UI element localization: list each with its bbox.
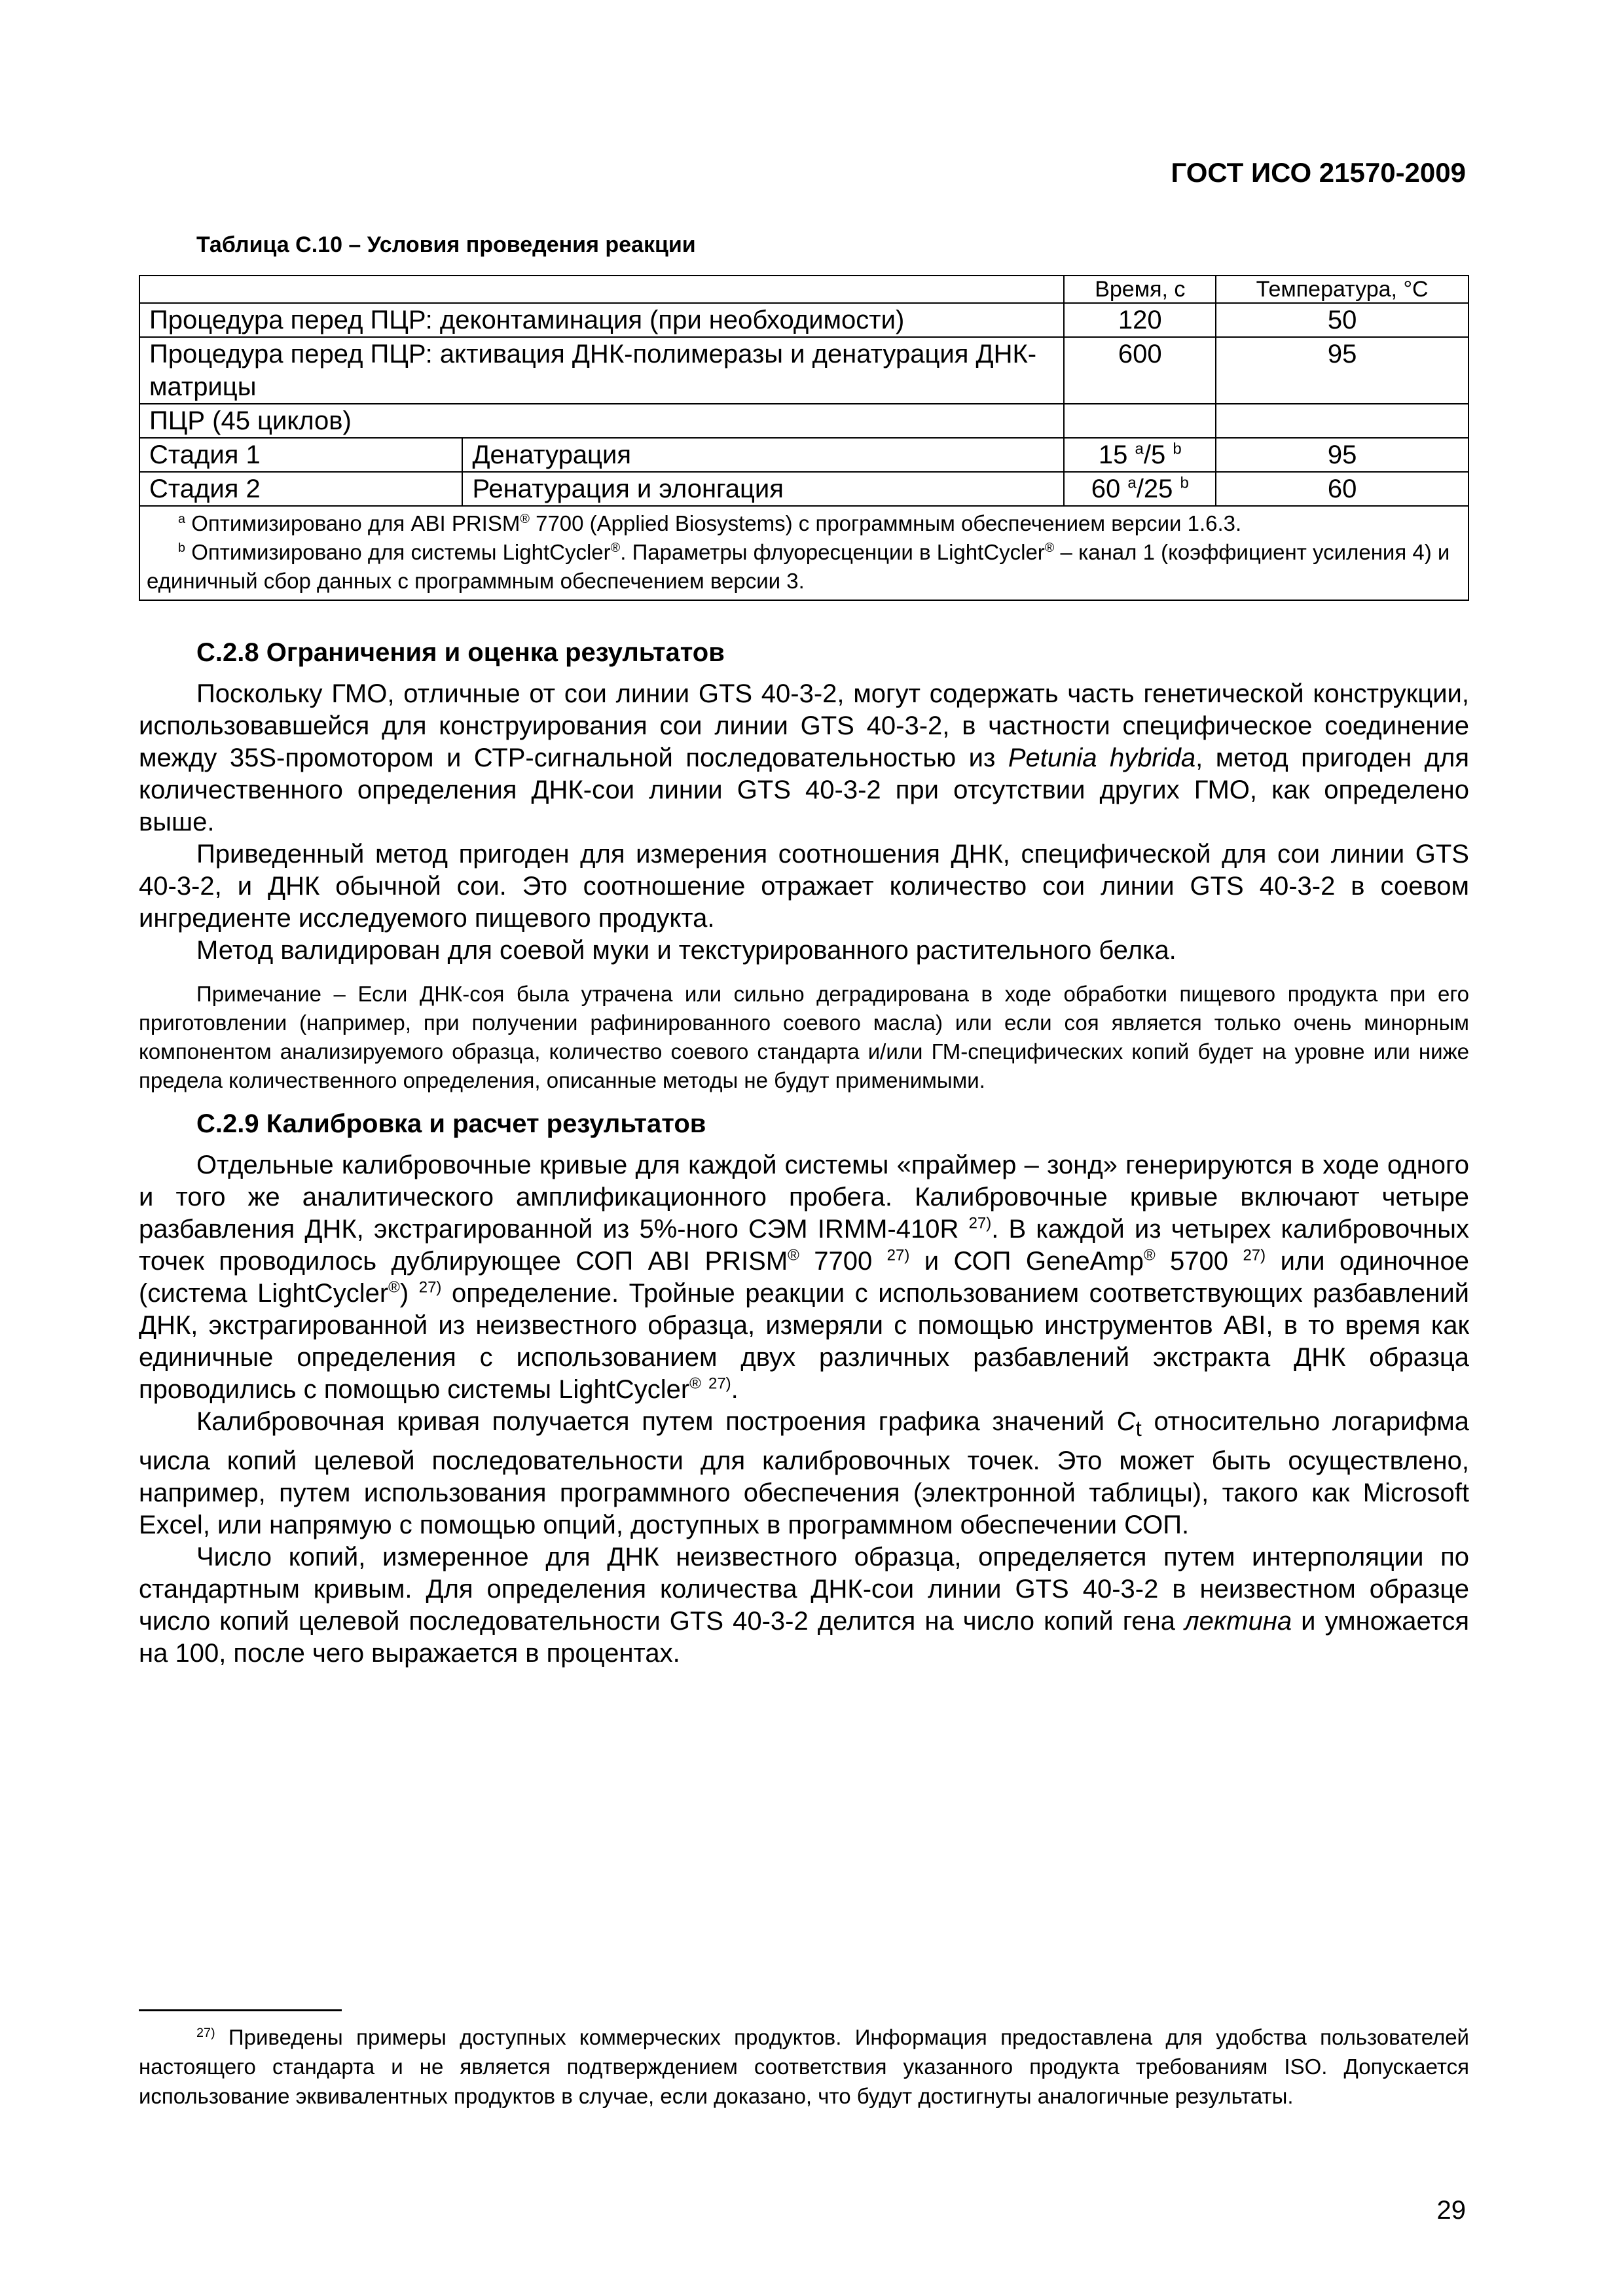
- section-2-9-body: [139, 1149, 1469, 1670]
- table-row: [139, 472, 1468, 506]
- row-temperature: 60: [1216, 472, 1468, 506]
- row-temperature: 95: [1216, 337, 1468, 404]
- note-b: $^b$ Оптимизировано для системы LightCycler®. Параметры флуоресценции в LightCycler® – канал 1 (коэффициент усиления 4) и единичный сбор данных с программным обеспечением версии 3.: [147, 540, 1450, 593]
- table-row: [139, 337, 1468, 404]
- row-label: Процедура перед ПЦР: деконтаминация (при необходимости): [139, 303, 1064, 337]
- row-temperature: 95: [1216, 438, 1468, 472]
- header-temperature: Температура, °С: [1216, 276, 1468, 303]
- document-code: ГОСТ ИСО 21570-2009: [1171, 157, 1466, 188]
- table-row: [139, 438, 1468, 472]
- paragraph: Метод валидирован для соевой муки и текстурированного растительного белка.: [196, 936, 1176, 965]
- note-a: $^a$ Оптимизировано для ABI PRISM® 7700 (Applied Biosystems) с программным обеспечением версии 1.6.3.: [178, 511, 1242, 535]
- row-time: 120: [1064, 303, 1216, 337]
- section-2-8-note: [139, 980, 1469, 1095]
- row-step: Ренатурация и элонгация: [462, 472, 1064, 506]
- row-time: 60 $^a$/25 $^b$: [1064, 472, 1216, 506]
- row-stage: Стадия 2: [139, 472, 462, 506]
- paragraph: Приведенный метод пригоден для измерения соотношения ДНК, специфической для сои линии GTS 40-3-2, и ДНК обычной сои. Это соотношение отражает количество сои линии GTS 40-3-2 в соевом ингредиенте исследуемого пищевого продукта.: [139, 840, 1469, 933]
- row-step: Денатурация: [462, 438, 1064, 472]
- table-row: [139, 303, 1468, 337]
- section-title-2-8: С.2.8 Ограничения и оценка результатов: [196, 638, 725, 667]
- paragraph: Число копий, измеренное для ДНК неизвестного образца, определяется путем интерполяции по стандартным кривым. Для определения количества ДНК-сои линии GTS 40-3-2 в неизвестном образце число копий целевой последовательности GTS 40-3-2 делится на число копий гена лектина и умножается на 100, после чего выражается в процентах.: [139, 1543, 1469, 1668]
- table-notes-row: [139, 506, 1468, 600]
- footnote-separator: [139, 2009, 342, 2011]
- footnote: [139, 2022, 1469, 2111]
- paragraph: Отдельные калибровочные кривые для каждой системы «праймер – зонд» генерируются в ходе одного и того же аналитического амплификационного пробега. Калибровочные кривые включают четыре разбавления ДНК, экстрагированной из 5%-ного СЭМ IRMM-410R $^{27)}$. В каждой из четырех калибровочных точек проводилось дублирующее СОП ABI PRISM® 7700 $^{27)}$ и СОП GeneAmp® 5700 $^{27)}$ или одиночное (система LightCycler®) $^{27)}$ определение. Тройные реакции с использованием соответствующих разбавлений ДНК, экстрагированной из неизвестного образца, измеряли с помощью инструментов ABI, в то время как единичные определения с использованием двух различных разбавлений экстракта ДНК образца проводились с помощью системы LightCycler® $^{27)}$.: [139, 1151, 1470, 1404]
- paragraph: Калибровочная кривая получается путем построения графика значений $C_t$ относительно логарифма числа копий целевой последовательности для калибровочных точек. Это может быть осуществлено, например, путем использования программного обеспечения (электронной таблицы), такого как Microsoft Excel, или напрямую с помощью опций, доступных в программном обеспечении СОП.: [139, 1407, 1469, 1539]
- footnote-text: Приведены примеры доступных коммерческих продуктов. Информация предоставлена для удобства пользователей настоящего стандарта и не является подтверждением соответствия указанного продукта требованиям ISO. Допускается использование эквивалентных продуктов в случае, если доказано, что будут достигнуты аналогичные результаты.: [139, 2025, 1469, 2108]
- row-label: Процедура перед ПЦР: активация ДНК-полимеразы и денатурация ДНК-матрицы: [139, 337, 1064, 404]
- table-notes: [139, 506, 1468, 600]
- note-paragraph: Примечание – Если ДНК-соя была утрачена или сильно деградирована в ходе обработки пищевого продукта при его приготовлении (например, при получении рафинированного соевого масла) или если соя является только очень минорным компонентом анализируемого образца, количество соевого стандарта и/или ГМ-специфических копий будет на уровне или ниже предела количественного определения, описанные методы не будут применимыми.: [139, 982, 1469, 1092]
- section-2-8-body: [139, 678, 1469, 967]
- reaction-conditions-table: [139, 275, 1469, 601]
- footnote-marker: 27): [196, 2026, 215, 2040]
- page-number: 29: [1436, 2196, 1466, 2225]
- row-label: ПЦР (45 циклов): [139, 404, 1064, 438]
- row-time: [1064, 404, 1216, 438]
- row-temperature: [1216, 404, 1468, 438]
- table-row: [139, 404, 1468, 438]
- row-stage: Стадия 1: [139, 438, 462, 472]
- paragraph: Поскольку ГМО, отличные от сои линии GTS 40-3-2, могут содержать часть генетической конструкции, использовавшейся для конструирования сои линии GTS 40-3-2, в частности специфическое соединение между 35S-промотором и СТР-сигнальной последовательностью из Petunia hybrida, метод пригоден для количественного определения ДНК-сои линии GTS 40-3-2 при отсутствии других ГМО, как определено выше.: [139, 679, 1469, 836]
- table-header-row: [139, 276, 1468, 303]
- section-title-2-9: С.2.9 Калибровка и расчет результатов: [196, 1109, 706, 1138]
- table-caption: Таблица С.10 – Условия проведения реакции: [196, 232, 696, 257]
- header-time: Время, с: [1064, 276, 1216, 303]
- row-time: 15 $^a$/5 $^b$: [1064, 438, 1216, 472]
- row-temperature: 50: [1216, 303, 1468, 337]
- row-time: 600: [1064, 337, 1216, 404]
